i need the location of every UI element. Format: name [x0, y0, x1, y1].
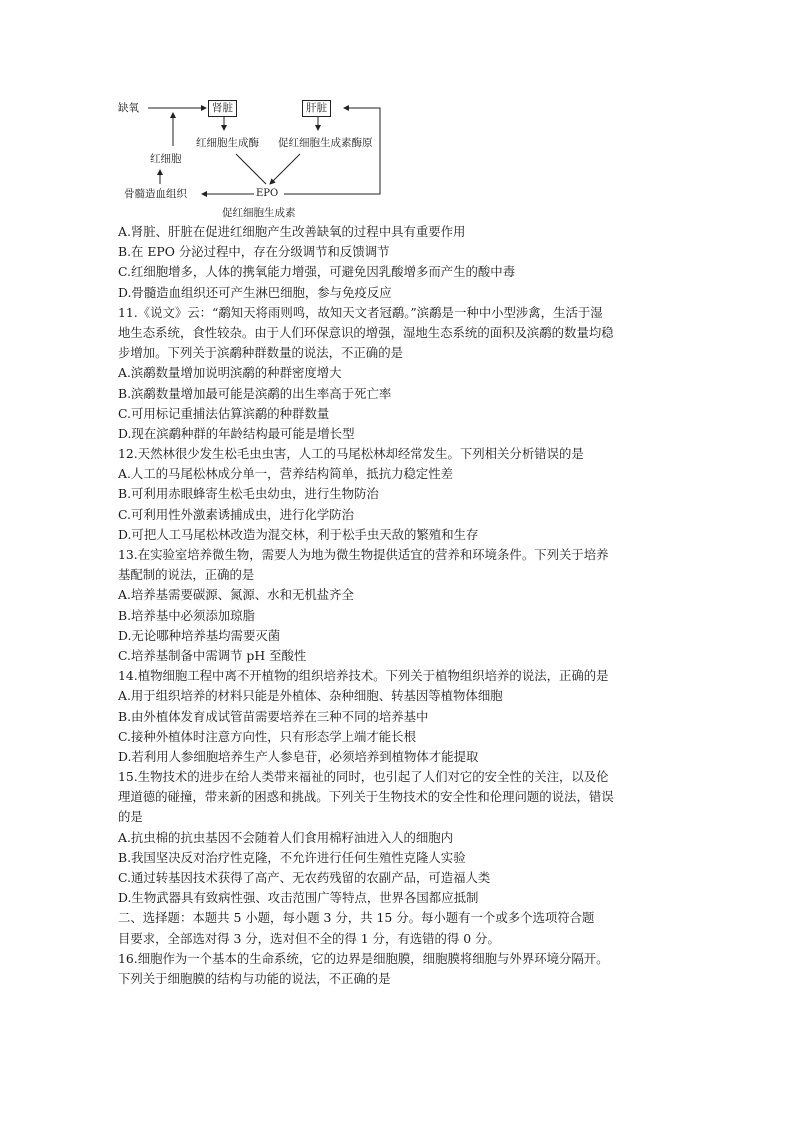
kidney-box: 肾脏 [208, 100, 237, 117]
text-line: C.接种外植体时注意方向性，只有形态学上端才能长根 [118, 728, 416, 744]
liver-box: 肝脏 [302, 100, 331, 117]
text-line: 下列关于细胞膜的结构与功能的说法，不正确的是 [118, 970, 391, 986]
text-line: D.骨髓造血组织还可产生淋巴细胞，参与免疫反应 [118, 284, 392, 300]
text-line: B.培养基中必须添加琼脂 [118, 607, 255, 623]
epo-regulation-diagram [118, 96, 408, 222]
text-line: 14.植物细胞工程中离不开植物的组织培养技术。下列关于植物组织培养的说法，正确的是 [118, 668, 609, 684]
epo-precursor-label: 促红细胞生成素酶原 [278, 137, 373, 149]
text-line: D.若利用人参细胞培养生产人参皂苷，必须培养到植物体才能提取 [118, 748, 479, 764]
text-line: 理道德的碰撞，带来新的困惑和挑战。下列关于生物技术的安全性和伦理问题的说法，错误 [118, 789, 614, 805]
text-line: C.培养基制备中需调节 pH 至酸性 [118, 647, 307, 663]
text-line: 二、选择题：本题共 5 小题，每小题 3 分，共 15 分。每小题有一个或多个选项符合题 [118, 910, 595, 926]
text-line: 步增加。下列关于滨鹬种群数量的说法，不正确的是 [118, 345, 403, 361]
text-line: A.用于组织培养的材料只能是外植体、杂种细胞、转基因等植物体细胞 [118, 688, 503, 704]
text-line: B.我国坚决反对治疗性克隆，不允许进行任何生殖性克隆人实验 [118, 849, 466, 865]
text-line: C.可利用性外激素诱捕成虫，进行化学防治 [118, 506, 355, 522]
text-line: 13.在实验室培养微生物，需要人为地为微生物提供适宜的营养和环境条件。下列关于培养 [118, 547, 609, 562]
text-line: C.可用标记重捕法估算滨鹬的种群数量 [118, 405, 330, 421]
text-line: 的是 [118, 809, 143, 825]
text-line: B.滨鹬数量增加最可能是滨鹬的出生率高于死亡率 [118, 385, 392, 401]
text-line: D.无论哪种培养基均需要灭菌 [118, 627, 281, 643]
text-line: A.肾脏、肝脏在促进红细胞产生改善缺氧的过程中具有重要作用 [118, 224, 466, 239]
text-line: 地生态系统，食性较杂。由于人们环保意识的增强，湿地生态系统的面积及滨鹬的数量均稳 [118, 324, 614, 340]
question-text [118, 222, 678, 989]
epo-full-name-label: 促红细胞生成素 [222, 207, 296, 219]
text-line: A.抗虫棉的抗虫基因不会随着人们食用棉籽油进入人的细胞内 [118, 829, 454, 845]
text-line: 目要求，全部选对得 3 分，选对但不全的得 1 分，有选错的得 0 分。 [118, 930, 500, 946]
epo-label: EPO [256, 188, 279, 199]
text-line: 11.《说文》云：“鹬知天将雨则鸣，故知天文者冠鹬。”滨鹬是一种中小型涉禽，生活于湿 [118, 304, 603, 320]
text-line: C.通过转基因技术获得了高产、无农药残留的农副产品，可造福人类 [118, 870, 491, 885]
text-line: 12.天然林很少发生松毛虫虫害，人工的马尾松林却经常发生。下列相关分析错误的是 [118, 446, 584, 462]
text-line: B.可利用赤眼蜂寄生松毛虫幼虫，进行生物防治 [118, 486, 379, 502]
text-line: D.现在滨鹬种群的年龄结构最可能是增长型 [118, 425, 355, 441]
text-line: A.培养基需要碳源、氮源、水和无机盐齐全 [118, 587, 354, 603]
text-line: A.人工的马尾松林成分单一，营养结构简单，抵抗力稳定性差 [118, 466, 454, 482]
text-line: 16.细胞作为一个基本的生命系统，它的边界是细胞膜，细胞膜将细胞与外界环境分隔开。 [118, 950, 609, 966]
erythropoiesis-enzyme-label: 红细胞生成酶 [196, 137, 259, 149]
text-line: 15.生物技术的进步在给人类带来福祉的同时，也引起了人们对它的安全性的关注，以及伦 [118, 769, 609, 785]
bone-marrow-label: 骨髓造血组织 [124, 188, 187, 200]
hypoxia-label: 缺氧 [118, 102, 139, 114]
text-line: 基配制的说法，正确的是 [118, 567, 255, 583]
text-line: C.红细胞增多，人体的携氧能力增强，可避免因乳酸增多而产生的酸中毒 [118, 264, 516, 280]
text-line: B.由外植体发育成试管苗需要培养在三种不同的培养基中 [118, 708, 429, 724]
text-line: A.滨鹬数量增加说明滨鹬的种群密度增大 [118, 365, 342, 381]
red-blood-cell-label: 红细胞 [150, 153, 182, 165]
text-line: D.可把人工马尾松林改造为混交林，利于松手虫天敌的繁殖和生存 [118, 526, 479, 542]
text-line: D.生物武器具有致病性强、攻击范围广等特点，世界各国都应抵制 [118, 890, 479, 906]
text-line: B.在 EPO 分泌过程中，存在分级调节和反馈调节 [118, 244, 390, 260]
